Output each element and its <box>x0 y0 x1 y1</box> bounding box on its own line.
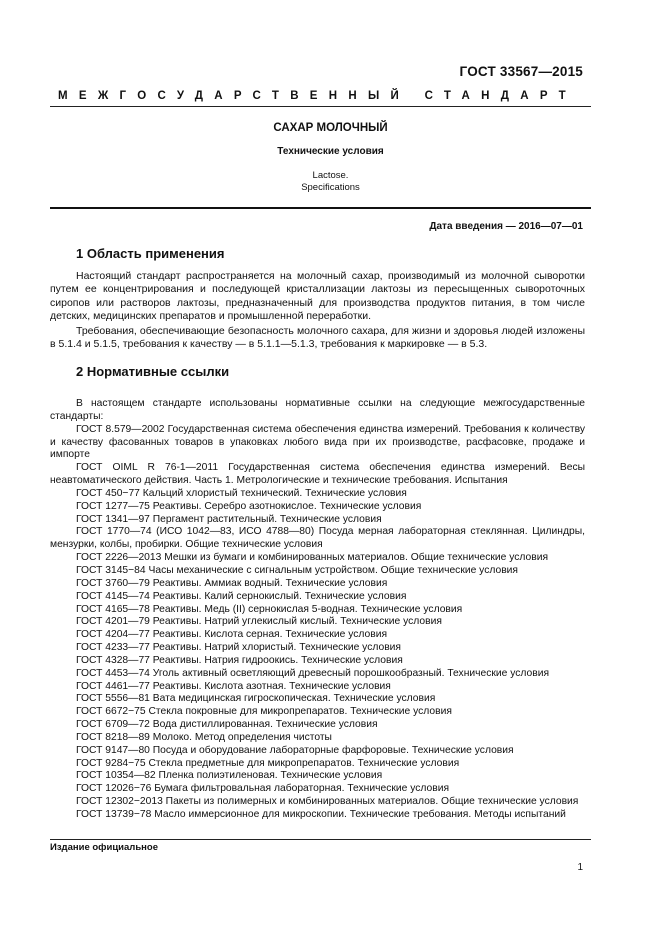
english-subtitle: Specifications <box>301 182 360 193</box>
reference-item: ГОСТ 6709—72 Вода дистиллированная. Технические условия <box>76 719 378 731</box>
document-subtitle: Технические условия <box>277 146 384 157</box>
official-edition-label: Издание официальное <box>50 842 158 853</box>
reference-item: ГОСТ 1341—97 Пергамент растительный. Технические условия <box>76 513 382 525</box>
normative-references-list <box>50 398 585 822</box>
reference-item: ГОСТ 3760—79 Реактивы. Аммиак водный. Технические условия <box>76 577 388 589</box>
reference-item: ГОСТ 6672−75 Стекла покровные для микропрепаратов. Технические условия <box>76 706 452 718</box>
title-rule <box>50 207 591 209</box>
reference-item: ГОСТ 4461—77 Реактивы. Кислота азотная. Технические условия <box>76 680 391 692</box>
gost-number: ГОСТ 33567—2015 <box>459 64 583 79</box>
reference-item: ГОСТ 4453—74 Уголь активный осветляющий древесный порошкообразный. Технические условия <box>76 667 550 679</box>
reference-item: ГОСТ 12026−76 Бумага фильтровальная лабораторная. Технические условия <box>76 783 450 795</box>
reference-item: ГОСТ OIML R 76-1—2011 Государственная система обеспечения единства измерений. Весы неавтоматического действия. Часть 1. Метрологические и технические требования. Испытания <box>50 462 585 487</box>
reference-item: ГОСТ 1770—74 (ИСО 1042—83, ИСО 4788—80) Посуда мерная лабораторная стеклянная. Цилиндры, мензурки, колбы, пробирки. Общие технические условия <box>50 526 585 551</box>
reference-item: ГОСТ 4328—77 Реактивы. Натрия гидроокись. Технические условия <box>76 654 403 666</box>
reference-item: ГОСТ 2226—2013 Мешки из бумаги и комбинированных материалов. Общие технические условия <box>76 552 549 564</box>
footer-rule <box>50 839 591 840</box>
reference-item: ГОСТ 12302−2013 Пакеты из полимерных и комбинированных материалов. Общие технические условия <box>76 796 579 808</box>
reference-item: ГОСТ 9147—80 Посуда и оборудование лабораторные фарфоровые. Технические условия <box>76 744 514 756</box>
english-title: Lactose. <box>312 170 349 181</box>
reference-item: ГОСТ 8218—89 Молоко. Метод определения чистоты <box>76 731 332 743</box>
reference-item: ГОСТ 8.579—2002 Государственная система обеспечения единства измерений. Требования к количеству и качеству фасованных товаров в упаковках любого вида при их производстве, расфасовке, продаже и импорте <box>50 423 585 461</box>
reference-item: ГОСТ 4233—77 Реактивы. Натрий хлористый. Технические условия <box>76 642 401 654</box>
reference-item: ГОСТ 4165—78 Реактивы. Медь (II) сернокислая 5-водная. Технические условия <box>76 603 463 615</box>
reference-item: ГОСТ 10354—82 Пленка полиэтиленовая. Технические условия <box>76 770 383 782</box>
section-1-paragraph: Требования, обеспечивающие безопасность молочного сахара, для жизни и здоровья людей изложены в 5.1.4 и 5.1.5, требования к качеству — в 5.1.1—5.1.3, требования к маркировке — в 5.3. <box>50 325 585 351</box>
reference-item: ГОСТ 4145—74 Реактивы. Калий сернокислый. Технические условия <box>76 590 407 602</box>
page-number: 1 <box>577 862 583 873</box>
reference-item: ГОСТ 4201—79 Реактивы. Натрий углекислый кислый. Технические условия <box>76 616 442 628</box>
introduction-date: Дата введения — 2016—07—01 <box>429 221 583 232</box>
references-intro: В настоящем стандарте использованы нормативные ссылки на следующие межгосударственные стандарты: <box>50 398 585 422</box>
header-rule <box>50 106 591 107</box>
reference-item: ГОСТ 4204—77 Реактивы. Кислота серная. Технические условия <box>76 629 388 641</box>
document-title: САХАР МОЛОЧНЫЙ <box>273 122 388 134</box>
section-1-heading: 1 Область применения <box>76 246 225 261</box>
reference-item: ГОСТ 5556—81 Вата медицинская гигроскопическая. Технические условия <box>76 693 436 705</box>
reference-item: ГОСТ 3145−84 Часы механические с сигнальным устройством. Общие технические условия <box>76 564 518 576</box>
reference-item: ГОСТ 9284−75 Стекла предметные для микропрепаратов. Технические условия <box>76 757 460 769</box>
reference-item: ГОСТ 13739−78 Масло иммерсионное для микроскопии. Технические требования. Методы испытаний <box>76 809 566 820</box>
section-1-paragraph: Настоящий стандарт распространяется на молочный сахар, производимый из молочной сыворотки путем ее концентрирования и последующей кристаллизации лактозы из пересыщенных сывороточных сиропов или растворов лактозы, предназначенный для производства продуктов питания, в том числе детских, медицинских препаратов и промышленной переработки. <box>50 270 585 323</box>
interstate-standard-heading: МЕЖГОСУДАРСТВЕННЫЙ СТАНДАРТ <box>58 90 577 102</box>
reference-item: ГОСТ 1277—75 Реактивы. Серебро азотнокислое. Технические условия <box>76 500 422 512</box>
section-2-heading: 2 Нормативные ссылки <box>76 364 230 379</box>
reference-item: ГОСТ 450−77 Кальций хлористый технический. Технические условия <box>76 487 407 499</box>
